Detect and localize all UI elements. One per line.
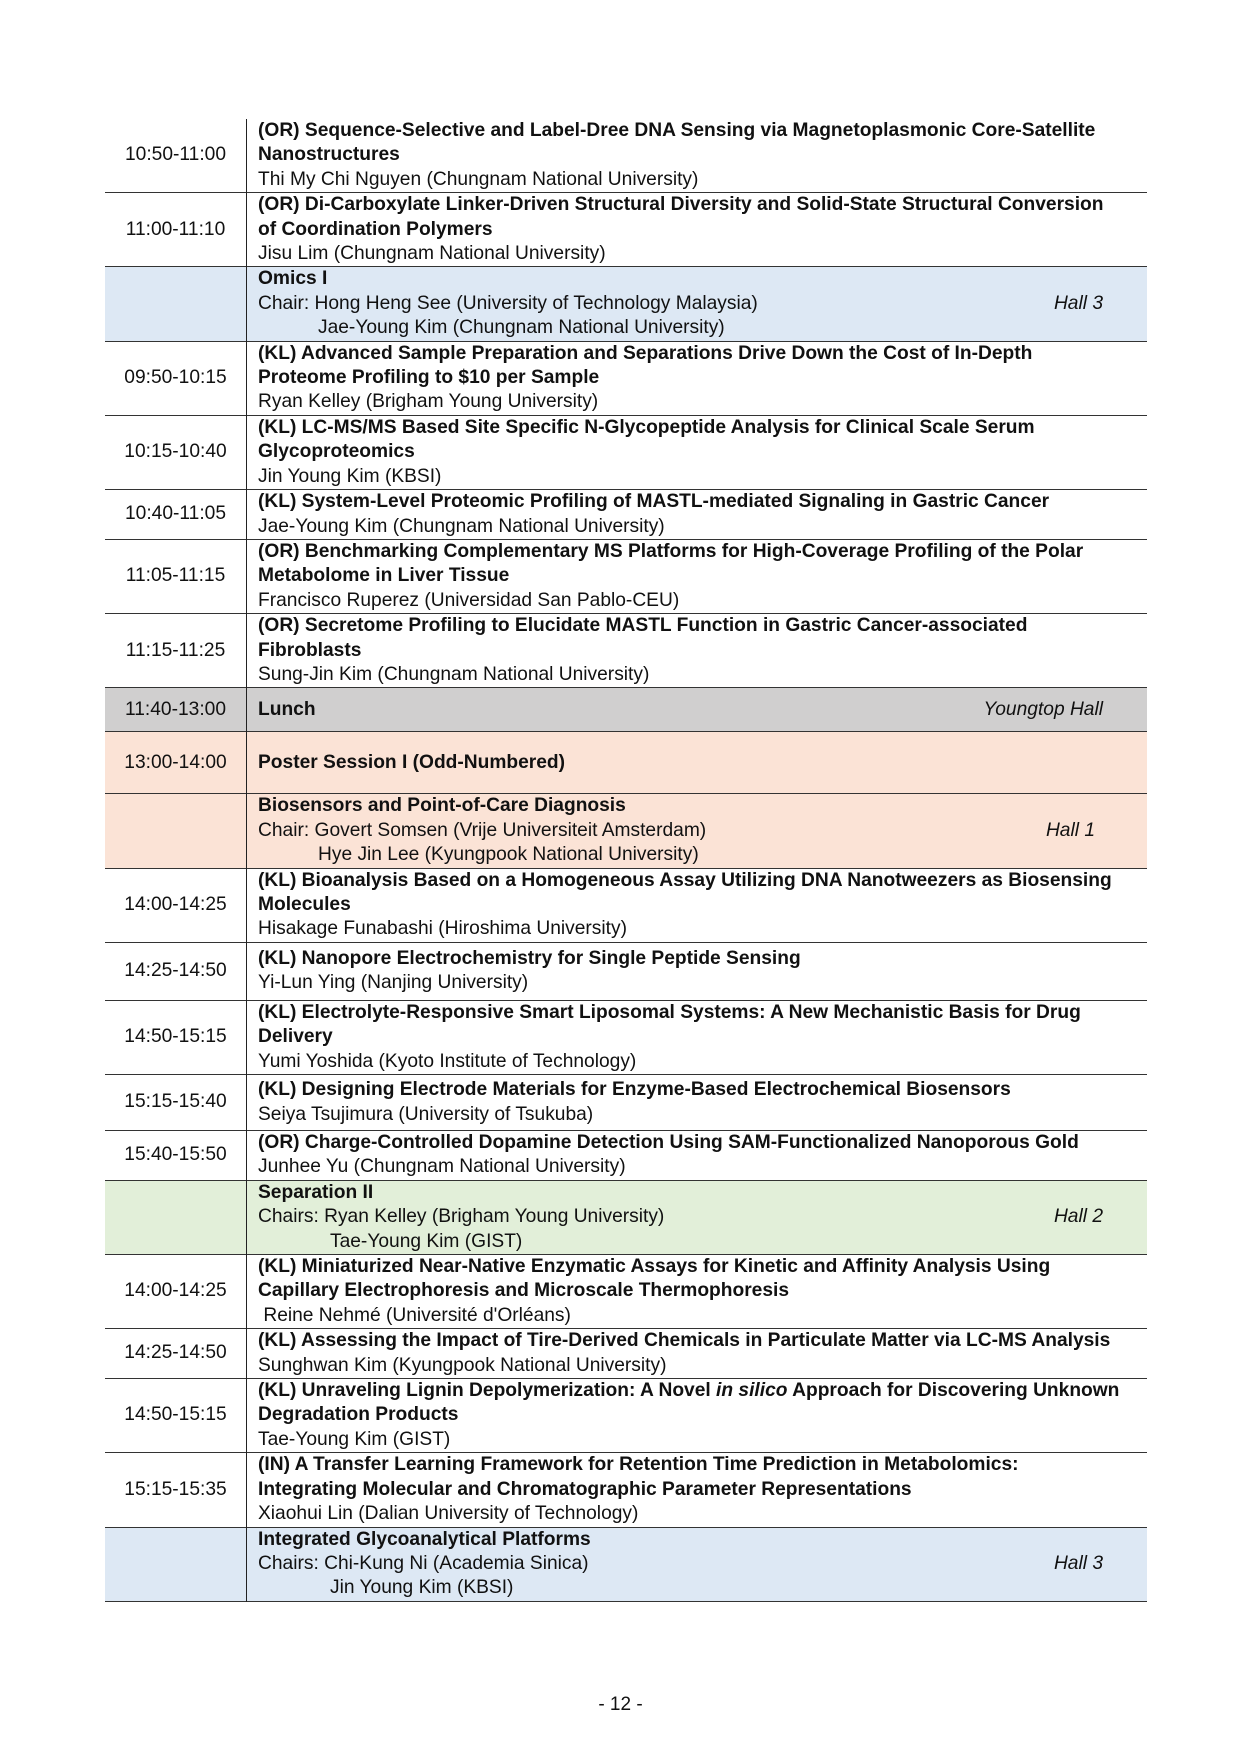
speaker: Sung-Jin Kim (Chungnam National University): [258, 663, 650, 685]
speaker: Tae-Young Kim (GIST): [258, 1428, 451, 1450]
talk-title: (OR) Benchmarking Complementary MS Platforms for High-Coverage Profiling of the Polar Metabolome in Liver Tissue: [258, 540, 1084, 587]
session-chair: Chairs: Ryan Kelley (Brigham Young University): [258, 1206, 665, 1228]
chair-line: [258, 819, 1121, 843]
session-cell: [247, 794, 1148, 868]
table-row: [105, 1379, 1147, 1453]
chair-line: [258, 1205, 1121, 1229]
speaker: Yumi Yoshida (Kyoto Institute of Technology): [258, 1050, 637, 1072]
talk-title: (KL) LC-MS/MS Based Site Specific N-Glycopeptide Analysis for Clinical Scale Serum Glycoproteomics: [258, 416, 1035, 463]
time-slot: [105, 1180, 247, 1254]
time-slot: [105, 267, 247, 341]
talk-cell: [247, 1075, 1148, 1131]
talk-title-italic: in silico: [716, 1380, 788, 1402]
table-row: [105, 1255, 1147, 1329]
time-slot: 13:00-14:00: [105, 732, 247, 794]
speaker: Sunghwan Kim (Kyungpook National University): [258, 1354, 667, 1376]
table-row: [105, 490, 1147, 540]
talk-cell: [247, 1000, 1148, 1074]
talk-cell: [247, 1329, 1148, 1379]
talk-cell: [247, 1453, 1148, 1527]
speaker: Thi My Chi Nguyen (Chungnam National University): [258, 168, 699, 190]
time-slot: 10:40-11:05: [105, 490, 247, 540]
time-slot: 11:15-11:25: [105, 614, 247, 688]
table-row: [105, 1329, 1147, 1379]
session-cochair: Hye Jin Lee (Kyungpook National University): [318, 844, 699, 866]
session-title: Omics I: [258, 268, 328, 290]
session-chair: Chairs: Chi-Kung Ni (Academia Sinica): [258, 1552, 589, 1574]
talk-title: (OR) Secretome Profiling to Elucidate MASTL Function in Gastric Cancer-associated Fibroblasts: [258, 615, 1028, 661]
table-row: [105, 614, 1147, 688]
schedule-body: [105, 119, 1147, 1601]
speaker: Jae-Young Kim (Chungnam National University): [258, 515, 665, 537]
session-cell: [247, 1180, 1148, 1254]
talk-cell: [247, 614, 1148, 688]
talk-title: (KL) System-Level Proteomic Profiling of MASTL-mediated Signaling in Gastric Cancer: [258, 491, 1050, 513]
speaker: Reine Nehmé (Université d'Orléans): [258, 1304, 571, 1326]
talk-cell: [247, 119, 1148, 193]
talk-cell: [247, 942, 1148, 1000]
speaker: Yi-Lun Ying (Nanjing University): [258, 972, 529, 994]
session-header-row: [105, 1180, 1147, 1254]
event-cell: [247, 688, 1148, 732]
hall-label: Hall 2: [1053, 1206, 1103, 1228]
talk-title: (OR) Charge-Controlled Dopamine Detection Using SAM-Functionalized Nanoporous Gold: [258, 1132, 1079, 1153]
talk-title: (KL) Designing Electrode Materials for Enzyme-Based Electrochemical Biosensors: [258, 1079, 1011, 1101]
table-row: [105, 1000, 1147, 1074]
table-row: [105, 193, 1147, 267]
time-slot: [105, 1527, 247, 1601]
time-slot: 14:25-14:50: [105, 942, 247, 1000]
speaker: Jisu Lim (Chungnam National University): [258, 243, 606, 265]
talk-title: (IN) A Transfer Learning Framework for Retention Time Prediction in Metabolomics: Integrating Molecular and Chromatographic Parameter Representations: [258, 1454, 1019, 1500]
session-chair: Chair: Govert Somsen (Vrije Universiteit Amsterdam): [258, 819, 707, 841]
table-row: [105, 942, 1147, 1000]
speaker: Junhee Yu (Chungnam National University): [258, 1156, 626, 1178]
time-slot: 15:15-15:35: [105, 1453, 247, 1527]
session-cell: [247, 267, 1148, 341]
talk-title: (KL) Advanced Sample Preparation and Separations Drive Down the Cost of In-Depth Proteome Profiling to $10 per Sample: [258, 342, 1033, 389]
event-line: [258, 698, 1121, 722]
page-number: - 12 -: [598, 1694, 643, 1715]
session-title: Biosensors and Point-of-Care Diagnosis: [258, 795, 626, 817]
chair-line: [258, 292, 1121, 316]
time-slot: [105, 794, 247, 868]
time-slot: 11:05-11:15: [105, 539, 247, 613]
talk-title: (KL) Nanopore Electrochemistry for Single Peptide Sensing: [258, 947, 801, 969]
session-header-row: [105, 267, 1147, 341]
talk-title-part: Approach for Discovering Unknown Degradation Products: [258, 1380, 1120, 1426]
speaker: Jin Young Kim (KBSI): [258, 465, 442, 487]
time-slot: 15:40-15:50: [105, 1131, 247, 1181]
talk-title: (OR) Sequence-Selective and Label-Dree DNA Sensing via Magnetoplasmonic Core-Satellite Nanostructures: [258, 120, 1096, 166]
talk-cell: [247, 539, 1148, 613]
session-cochair: Jin Young Kim (KBSI): [330, 1577, 514, 1599]
time-slot: 11:00-11:10: [105, 193, 247, 267]
table-row: [105, 539, 1147, 613]
session-chair: Chair: Hong Heng See (University of Technology Malaysia): [258, 292, 758, 314]
talk-cell: [247, 415, 1148, 489]
lunch-row: [105, 688, 1147, 732]
event-title: Lunch: [258, 698, 316, 720]
time-slot: 14:00-14:25: [105, 1255, 247, 1329]
time-slot: 14:00-14:25: [105, 868, 247, 942]
talk-cell: [247, 1131, 1148, 1181]
table-row: [105, 1075, 1147, 1131]
talk-title: (KL) Assessing the Impact of Tire-Derived Chemicals in Particulate Matter via LC-MS Analysis: [258, 1330, 1111, 1352]
speaker: Ryan Kelley (Brigham Young University): [258, 391, 599, 413]
schedule-table: [105, 119, 1147, 1602]
talk-title: [258, 1379, 1121, 1428]
talk-title-part: (KL) Unraveling Lignin Depolymerization: A Novel: [258, 1380, 717, 1402]
table-row: [105, 868, 1147, 942]
talk-title: (KL) Miniaturized Near-Native Enzymatic Assays for Kinetic and Affinity Analysis Using Capillary Electrophoresis and Microscale Thermophoresis: [258, 1256, 1051, 1302]
chair-line: [258, 1552, 1121, 1576]
time-slot: 09:50-10:15: [105, 341, 247, 415]
time-slot: 11:40-13:00: [105, 688, 247, 732]
table-row: [105, 119, 1147, 193]
talk-title: (OR) Di-Carboxylate Linker-Driven Structural Diversity and Solid-State Structural Conversion of Coordination Polymers: [258, 194, 1104, 240]
hall-label: Hall 1: [1045, 819, 1095, 841]
talk-cell: [247, 1255, 1148, 1329]
poster-session-row: [105, 732, 1147, 794]
time-slot: 14:25-14:50: [105, 1329, 247, 1379]
hall-label: Hall 3: [1053, 1552, 1103, 1574]
talk-cell: [247, 341, 1148, 415]
table-row: [105, 415, 1147, 489]
table-row: [105, 1453, 1147, 1527]
hall-label: Hall 3: [1053, 292, 1103, 314]
session-header-row: [105, 794, 1147, 868]
session-cell: [247, 1527, 1148, 1601]
session-title: Separation II: [258, 1181, 374, 1203]
speaker: Xiaohui Lin (Dalian University of Technology): [258, 1503, 639, 1525]
hall-label: Youngtop Hall: [983, 698, 1103, 720]
talk-cell: [247, 1379, 1148, 1453]
time-slot: 15:15-15:40: [105, 1075, 247, 1131]
event-cell: [247, 732, 1148, 794]
table-row: [105, 341, 1147, 415]
talk-title: (KL) Electrolyte-Responsive Smart Liposomal Systems: A New Mechanistic Basis for Drug Delivery: [258, 1001, 1081, 1048]
event-title: Poster Session I (Odd-Numbered): [258, 751, 566, 773]
table-row: [105, 1131, 1147, 1181]
speaker: Hisakage Funabashi (Hiroshima University): [258, 918, 627, 940]
talk-cell: [247, 868, 1148, 942]
talk-title: (KL) Bioanalysis Based on a Homogeneous Assay Utilizing DNA Nanotweezers as Biosensing Molecules: [258, 869, 1112, 915]
time-slot: 14:50-15:15: [105, 1379, 247, 1453]
session-header-row: [105, 1527, 1147, 1601]
talk-cell: [247, 193, 1148, 267]
time-slot: 10:50-11:00: [105, 119, 247, 193]
talk-cell: [247, 490, 1148, 540]
session-cochair: Jae-Young Kim (Chungnam National University): [318, 317, 725, 339]
time-slot: 14:50-15:15: [105, 1000, 247, 1074]
speaker: Francisco Ruperez (Universidad San Pablo-CEU): [258, 589, 680, 611]
speaker: Seiya Tsujimura (University of Tsukuba): [258, 1103, 594, 1125]
session-title: Integrated Glycoanalytical Platforms: [258, 1528, 591, 1550]
session-cochair: Tae-Young Kim (GIST): [330, 1230, 523, 1252]
time-slot: 10:15-10:40: [105, 415, 247, 489]
